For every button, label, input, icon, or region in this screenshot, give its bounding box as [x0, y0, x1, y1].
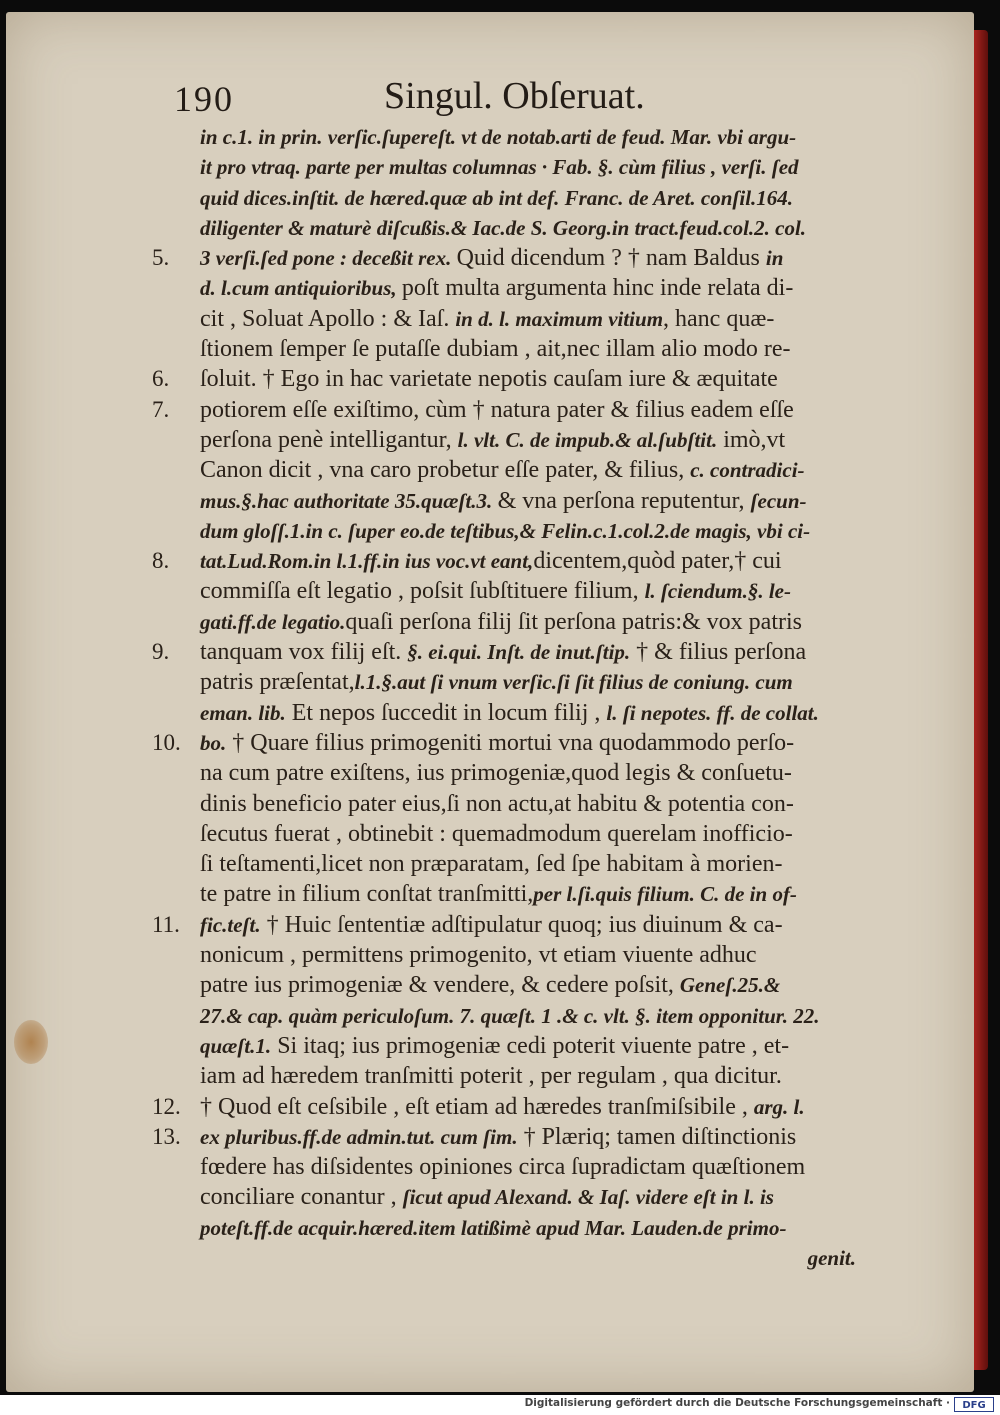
marginal-number: 7.: [152, 396, 170, 422]
roman-text: nonicum , permittens primogenito, vt etiam viuente adhuc: [200, 942, 757, 969]
book-page: [6, 12, 974, 1392]
marginal-number: 12.: [152, 1093, 181, 1119]
marginal-number: 10.: [152, 729, 181, 755]
citation-text: 27.& cap. quàm periculoſum. 7. quæſt. 1 .& c. vlt. §. item opponitur. 22.: [200, 1003, 820, 1028]
body-text: [126, 122, 896, 1273]
roman-text: ſtionem ſemper ſe putaſſe dubiam , ait,nec illam alio modo re-: [200, 336, 791, 363]
citation-text: diligenter & maturè diſcußis.& Iac.de S. Georg.in tract.feud.col.2. col.: [200, 215, 807, 240]
citation-text: l. ſi nepotes. ff. de collat.: [606, 700, 819, 725]
citation-text: mus.§.hac authoritate 35.quæſt.3.: [200, 488, 498, 513]
text-line: [126, 576, 896, 606]
line-text: [200, 940, 757, 970]
marginal-number: 8.: [152, 548, 170, 574]
citation-text: in c.1. in prin. verſic.ſupereſt. vt de notab.arti de feud. Mar. vbi argu-: [200, 125, 797, 149]
funding-credit: Digitalisierung gefördert durch die Deutsche Forschungsgemeinschaft ·: [524, 1397, 950, 1409]
line-text: [200, 1061, 782, 1091]
citation-text: Geneſ.25.&: [679, 973, 781, 998]
line-text: [200, 1092, 805, 1122]
text-line: [126, 455, 896, 485]
text-line: [126, 1001, 896, 1031]
line-text: [200, 486, 807, 516]
roman-text: , hanc quæ-: [663, 305, 775, 332]
line-text: [200, 395, 794, 425]
roman-text: cit , Soluat Apollo : & Iaſ.: [200, 305, 456, 332]
text-line: [126, 637, 896, 667]
roman-text: † Plæriq; tamen diſtinctionis: [517, 1123, 797, 1150]
text-line: [126, 1092, 896, 1122]
page-header: [174, 72, 874, 120]
marginal-number: 9.: [152, 639, 170, 665]
line-text: [200, 1001, 820, 1031]
text-line: [126, 607, 896, 637]
text-line: [126, 273, 896, 303]
line-text: [200, 1213, 786, 1243]
roman-text: perſona penè intelligantur,: [200, 426, 458, 453]
line-text: [200, 304, 774, 334]
citation-text: arg. l.: [753, 1094, 805, 1119]
citation-text: dum gloſſ.1.in c. ſuper eo.de teſtibus,& Felin.c.1.col.2.de magis, vbi ci-: [200, 518, 811, 543]
marginal-number: 13.: [152, 1123, 181, 1149]
line-text: [200, 879, 797, 909]
line-text: [200, 122, 796, 152]
line-text: [200, 516, 810, 546]
line-text: [200, 546, 782, 576]
line-text: [200, 698, 819, 728]
text-line: [126, 758, 896, 788]
roman-text: † Quod eſt ceſsibile , eſt etiam ad hæredes tranſmiſsibile ,: [200, 1093, 754, 1120]
footer-bar: [0, 1395, 1000, 1415]
page-number: 190: [174, 79, 234, 119]
text-line: [126, 243, 896, 273]
roman-text: te patre in filium conſtat tranſmitti,: [200, 881, 534, 908]
line-text: [808, 1243, 856, 1273]
text-line: [126, 819, 896, 849]
text-line: [126, 486, 896, 516]
citation-text: in d. l. maximum vitium: [455, 306, 664, 331]
line-text: [200, 152, 799, 182]
line-text: [200, 425, 785, 455]
roman-text: ſoluit. † Ego in hac varietate nepotis cauſam iure & æquitate: [200, 366, 778, 393]
citation-text: c. contradici-: [690, 458, 805, 483]
line-text: [200, 758, 792, 788]
roman-text: Si itaq; ius primogeniæ cedi poterit viuente patre , et-: [271, 1032, 790, 1059]
citation-text: l. ſciendum.§. le-: [644, 579, 791, 604]
roman-text: imò,vt: [717, 426, 786, 453]
text-line: [126, 789, 896, 819]
line-text: [200, 183, 793, 213]
page-edge: [974, 30, 988, 1370]
text-line: [126, 728, 896, 758]
citation-text: ſecun-: [750, 488, 807, 513]
text-line: [126, 516, 896, 546]
text-line: [126, 152, 896, 182]
line-text: [200, 819, 793, 849]
text-line: [126, 546, 896, 576]
roman-text: commiſſa eſt legatio , poſsit ſubſtituere filium,: [200, 578, 645, 605]
line-text: [200, 1152, 805, 1182]
citation-text: eman. lib.: [200, 700, 286, 725]
line-text: [200, 455, 805, 485]
citation-text: quid dices.inſtit. de hæred.quæ ab int def. Franc. de Aret. conſil.164.: [200, 185, 794, 210]
dfg-logo-icon: DFG: [954, 1397, 994, 1412]
line-text: [200, 849, 782, 879]
text-line: [126, 122, 896, 152]
text-line: [126, 364, 896, 394]
line-text: [200, 607, 802, 637]
roman-text: potiorem eſſe exiſtimo, cùm † natura pater & filius eadem eſſe: [200, 396, 794, 423]
line-text: [200, 1122, 796, 1152]
text-line: [126, 1061, 896, 1091]
citation-text: d. l.cum antiquioribus,: [200, 276, 402, 301]
roman-text: iam ad hæredem tranſmitti poterit , per regulam , qua dicitur.: [200, 1063, 782, 1090]
text-line: [126, 213, 896, 243]
roman-text: ſecutus fuerat , obtinebit : quemadmodum querelam inofficio-: [200, 820, 793, 847]
citation-text: §. ei.qui. Inſt. de inut.ſtip.: [407, 640, 631, 665]
roman-text: Quid dicendum ? † nam Baldus: [456, 245, 766, 272]
text-line: [126, 334, 896, 364]
roman-text: tanquam vox filij eſt.: [200, 639, 408, 666]
text-line: [126, 1182, 896, 1212]
roman-text: conciliare conantur ,: [200, 1184, 403, 1211]
line-text: [200, 334, 790, 364]
citation-text: genit.: [807, 1245, 856, 1270]
line-text: [200, 728, 794, 758]
roman-text: poſt multa argumenta hinc inde relata di-: [401, 275, 794, 302]
line-text: [200, 1031, 789, 1061]
citation-text: per l.ſi.quis filium. C. de in of-: [533, 882, 797, 907]
marginal-number: 6.: [152, 366, 170, 392]
line-text: [200, 273, 793, 303]
citation-text: bo.: [200, 730, 227, 755]
marginal-number: 5.: [152, 245, 170, 271]
citation-text: in: [765, 246, 784, 271]
roman-text: dinis beneficio pater eius,ſi non actu,at habitu & potentia con-: [200, 790, 794, 817]
text-line: [126, 304, 896, 334]
line-text: [200, 667, 793, 697]
text-line: [126, 1031, 896, 1061]
citation-text: it pro vtraq. parte per multas columnas · Fab. §. cùm filius , verſi. ſed: [200, 155, 799, 180]
citation-text: poteſt.ff.de acquir.hæred.item latißimè apud Mar. Lauden.de primo-: [200, 1215, 787, 1240]
citation-text: tat.Lud.Rom.in l.1.ff.in ius voc.vt eant,: [200, 549, 534, 574]
text-line: [126, 1152, 896, 1182]
roman-text: Et nepos ſuccedit in locum filij ,: [285, 699, 607, 726]
text-line: [126, 698, 896, 728]
line-text: [200, 637, 806, 667]
roman-text: dicentem,quòd pater,† cui: [533, 548, 782, 575]
line-text: [200, 789, 794, 819]
citation-text: ex pluribus.ff.de admin.tut. cum ſim.: [200, 1124, 518, 1149]
text-line: [126, 940, 896, 970]
citation-text: l.1.§.aut ſi vnum verſic.ſi ſit filius de coniung. cum: [354, 670, 793, 695]
marginal-number: 11.: [152, 911, 180, 937]
line-text: [200, 1182, 774, 1212]
roman-text: quaſi perſona filij ſit perſona patris:& vox patris: [345, 608, 802, 635]
text-line: [126, 879, 896, 909]
text-line: [126, 849, 896, 879]
roman-text: na cum patre exiſtens, ius primogeniæ,quod legis & conſuetu-: [200, 760, 792, 787]
paper-stain: [14, 1020, 48, 1064]
text-line: [126, 970, 896, 1000]
roman-text: & vna perſona reputentur,: [497, 487, 751, 514]
citation-text: fic.teſt.: [200, 912, 261, 937]
citation-text: l. vlt. C. de impub.& al.ſubſtit.: [457, 427, 718, 452]
line-text: [200, 243, 783, 273]
text-line: [126, 1122, 896, 1152]
line-text: [200, 576, 791, 606]
roman-text: patre ius primogeniæ & vendere, & cedere poſsit,: [200, 972, 680, 999]
text-line: [126, 667, 896, 697]
roman-text: fœdere has diſsidentes opiniones circa ſupradictam quæſtionem: [200, 1154, 806, 1181]
roman-text: † & filius perſona: [630, 639, 807, 666]
roman-text: ſi teſtamenti,licet non præparatam, ſed ſpe habitam à morien-: [200, 851, 783, 878]
text-line: [126, 1243, 896, 1273]
roman-text: patris præſentat,: [200, 669, 355, 696]
text-line: [126, 910, 896, 940]
text-line: [126, 395, 896, 425]
text-line: [126, 1213, 896, 1243]
line-text: [200, 970, 780, 1000]
roman-text: † Quare filius primogeniti mortui vna quodammodo perſo-: [226, 729, 795, 756]
citation-text: gati.ff.de legatio.: [200, 609, 346, 634]
citation-text: 3 verſi.ſed pone : deceßit rex.: [200, 246, 457, 271]
roman-text: Canon dicit , vna caro probetur eſſe pater, & filius,: [200, 457, 691, 484]
line-text: [200, 910, 783, 940]
citation-text: ſicut apud Alexand. & Iaſ. videre eſt in l. is: [402, 1185, 774, 1210]
text-line: [126, 183, 896, 213]
line-text: [200, 213, 806, 243]
line-text: [200, 364, 778, 394]
text-line: [126, 425, 896, 455]
citation-text: quæſt.1.: [200, 1033, 272, 1058]
roman-text: † Huic ſententiæ adſtipulatur quoq; ius diuinum & ca-: [260, 911, 783, 938]
running-title: Singul. Obſeruat.: [384, 75, 645, 117]
